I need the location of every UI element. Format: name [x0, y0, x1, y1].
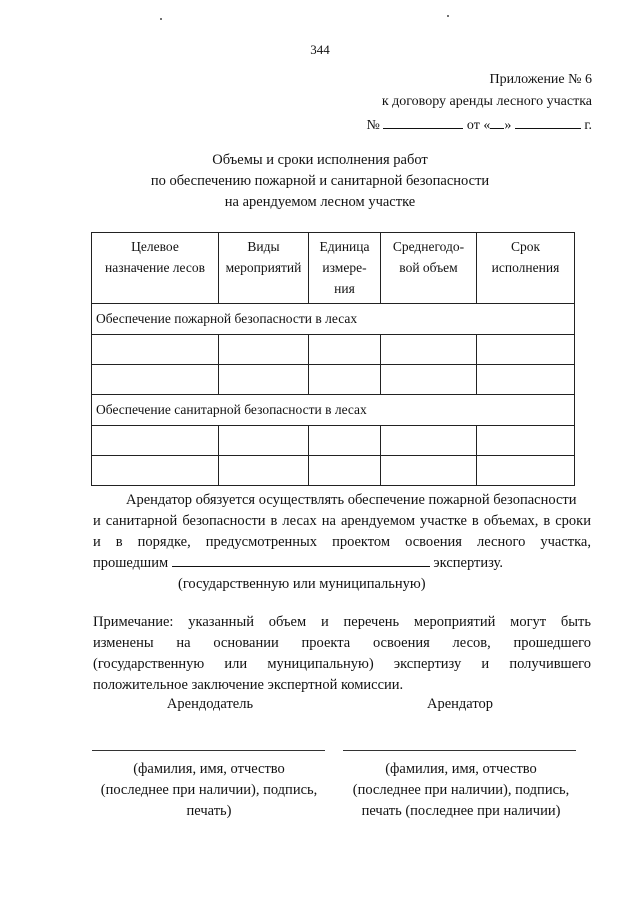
header-text: мероприятий [225, 260, 302, 275]
table-cell [219, 456, 309, 486]
appendix-contract-ref: к договору аренды лесного участка [381, 94, 592, 109]
table-cell [92, 456, 219, 486]
table-row [92, 365, 575, 395]
table-row [92, 426, 575, 456]
works-table [91, 232, 575, 486]
lessee-label: Арендатор [426, 696, 493, 712]
appendix-number-line [367, 116, 592, 134]
lessee-caption [330, 759, 592, 822]
table-cell [92, 426, 219, 456]
year-label: г. [584, 118, 592, 133]
header-text: исполнения [491, 260, 560, 275]
expertise-type-hint: (государственную или муниципальную) [178, 576, 426, 592]
header-deadline [477, 233, 575, 304]
header-purpose [92, 233, 219, 304]
header-text: ния [334, 281, 355, 296]
document-title-line-2: по обеспечению пожарной и санитарной безопасности [150, 173, 490, 189]
day-blank [490, 116, 504, 129]
lessor-caption [78, 759, 340, 822]
table-cell [477, 365, 575, 395]
table-cell [381, 426, 477, 456]
header-text: назначение лесов [104, 260, 205, 275]
month-blank [515, 116, 581, 129]
header-activities [219, 233, 309, 304]
document-title-line-3: на арендуемом лесном участке [224, 194, 416, 210]
caption-line: печать) [186, 803, 232, 819]
expertise-label: экспертизу. [433, 555, 503, 571]
header-text: Единица [319, 239, 370, 254]
header-unit [309, 233, 381, 304]
header-annual-volume [381, 233, 477, 304]
scan-speck [160, 18, 162, 20]
note-line-4: положительное заключение экспертной комиссии. [93, 677, 404, 693]
caption-line: (фамилия, имя, отчество [385, 761, 537, 777]
lessee-signature-line [343, 750, 576, 751]
date-quote: » [504, 118, 512, 133]
table-cell [381, 456, 477, 486]
document-title-line-1: Объемы и сроки исполнения работ [212, 152, 428, 168]
table-cell [92, 365, 219, 395]
section-row-fire [92, 304, 575, 335]
expertise-type-blank [172, 554, 430, 567]
lessor-label: Арендодатель [166, 696, 254, 712]
table-cell [309, 456, 381, 486]
header-text: Срок [510, 239, 541, 254]
table-cell [477, 335, 575, 365]
table-cell [219, 365, 309, 395]
table-cell [219, 426, 309, 456]
obligation-line-3: и в порядке, предусмотренных проектом освоения лесного участка, [93, 534, 591, 550]
caption-line: (последнее при наличии), подпись, [100, 782, 318, 798]
lessor-signature-line [92, 750, 325, 751]
contract-number-blank [383, 116, 463, 129]
header-text: вой объем [399, 260, 458, 275]
table-cell [309, 426, 381, 456]
scan-speck [447, 15, 449, 17]
passed-label: прошедшим [93, 555, 169, 571]
table-cell [92, 335, 219, 365]
note-line-3: (государственную или муниципальную) экспертизу и получившего [93, 656, 591, 672]
obligation-line-1: Арендатор обязуется осуществлять обеспечение пожарной безопасности [126, 492, 577, 508]
section-sanitary-safety: Обеспечение санитарной безопасности в лесах [92, 395, 575, 426]
table-cell [381, 365, 477, 395]
section-fire-safety: Обеспечение пожарной безопасности в лесах [92, 304, 575, 335]
note-line-1: Примечание: указанный объем и перечень мероприятий могут быть [93, 614, 591, 630]
table-cell [477, 426, 575, 456]
header-text: Целевое [131, 239, 179, 254]
table-cell [219, 335, 309, 365]
header-text: Виды [247, 239, 280, 254]
date-from-label: от « [466, 118, 491, 133]
table-row [92, 456, 575, 486]
caption-line: (фамилия, имя, отчество [133, 761, 285, 777]
caption-line: печать (последнее при наличии) [361, 803, 561, 819]
caption-line: (последнее при наличии), подпись, [352, 782, 570, 798]
table-cell [381, 335, 477, 365]
header-text: Среднегодо- [392, 239, 465, 254]
table-header-row [92, 233, 575, 304]
table-cell [309, 365, 381, 395]
page-number: 344 [310, 42, 330, 57]
number-sign: № [366, 118, 380, 133]
obligation-line-2: и санитарной безопасности в лесах на арендуемом участке в объемах, в сроки [93, 513, 591, 529]
appendix-title: Приложение № 6 [489, 72, 592, 87]
table-row [92, 335, 575, 365]
note-line-2: изменены на основании проекта освоения лесов, прошедшего [93, 635, 591, 651]
table-cell [477, 456, 575, 486]
table-cell [309, 335, 381, 365]
header-text: измере- [322, 260, 367, 275]
obligation-line-4 [93, 553, 591, 574]
section-row-sanitary [92, 395, 575, 426]
